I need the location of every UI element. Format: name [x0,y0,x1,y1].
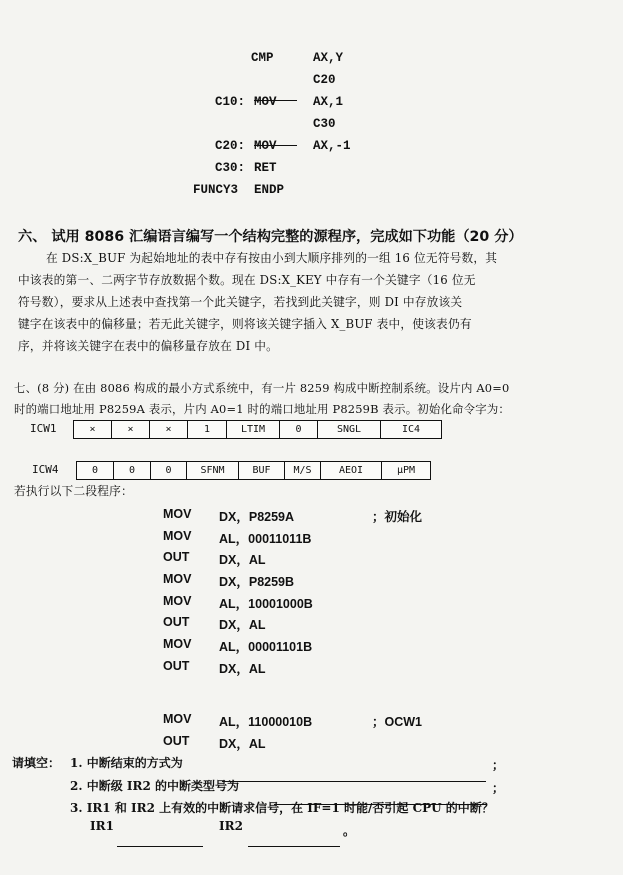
section-6-line: 在 DS:X_BUF 为起始地址的表中存有按由小到大顺序排列的一组 16 位无符号数，其 [46,251,498,265]
icw4-bit-cell: BUF [239,462,285,479]
icw1-bit-cell: LTIM [227,421,280,438]
ir-period: 。 [343,824,356,838]
prog-op: MOV [163,507,192,521]
prog-args: AL，11000010B [219,715,313,729]
prog-op: OUT [163,734,190,748]
prog-args: AL，10001000B [219,597,313,611]
icw1-bit-cell: × [112,421,150,438]
section-7-intro-line: 七、(8 分) 在由 8086 构成的最小方式系统中，有一片 8259 构成中断控制系统。设片内 A0=0 [14,381,510,395]
prog-op: MOV [163,529,192,543]
fill-label: 请填空： [12,756,61,770]
icw1-bit-cell: × [150,421,188,438]
prog-op: OUT [163,659,190,673]
prog-op: MOV [163,637,192,651]
prog-args: DX，AL [219,737,266,751]
prog-args: DX，AL [219,662,266,676]
ir1-label: IR1 [90,819,114,833]
prog-op: MOV [163,572,192,586]
code-label: C20: [215,139,246,153]
question-3: 3. IR1 和 IR2 上有效的中断请求信号，在 IF=1 时能/否引起 CPU 的中断？ [70,801,494,815]
icw4-bit-cell: M/S [285,462,321,479]
question-2: 2. 中断级 IR2 的中断类型号为 [70,779,239,793]
code-arg: AX,-1 [313,139,351,153]
section-7-intro-line: 时的端口地址用 P8259A 表示，片内 A0=1 时的端口地址用 P8259B 表示。初始化命令字为： [14,402,511,416]
icw1-bit-cell: × [74,421,112,438]
prog-op: MOV [163,594,192,608]
section-6-line: 序，并将该关键字在表中的偏移量存放在 DI 中。 [18,339,278,353]
icw4-label: ICW4 [32,463,59,476]
icw1-bit-cell: 0 [280,421,318,438]
code-arg: C30 [313,117,336,131]
icw4-bit-cell: AEOI [321,462,382,479]
code-label: C10: [215,95,246,109]
question-1: 1. 中断结束的方式为 [70,756,183,770]
icw4-bit-cell: 0 [77,462,114,479]
code-op: CMP [251,51,274,65]
code-arg: AX,Y [313,51,344,65]
icw4-register [76,461,431,480]
prog-args: DX，P8259A [219,510,295,524]
icw1-bit-cell: 1 [188,421,227,438]
prog-args: AL，00001101B [219,640,313,654]
icw1-label: ICW1 [30,422,57,435]
code-op: ENDP [254,183,285,197]
section-6-line: 键字在该表中的偏移量；若无此关键字，则将该关键字插入 X_BUF 表中，使该表仍有 [18,317,472,331]
section-6-line: 中该表的第一、二两字节存放数据个数。现在 DS:X_KEY 中存有一个关键字（16 位无 [18,273,476,287]
code-arg: C20 [313,73,336,87]
prog-args: DX，AL [219,553,266,567]
prog-args: DX，P8259B [219,575,295,589]
prog-op: OUT [163,615,190,629]
answer-1-semicolon: ； [492,758,505,772]
prog-args: DX，AL [219,618,266,632]
icw4-bit-cell: 0 [114,462,151,479]
ir2-answer-blank[interactable] [248,832,340,851]
code-op: RET [254,161,277,175]
icw4-bit-cell: μPM [396,465,416,476]
code-arg: AX,1 [313,95,344,109]
icw4-bit-cell: SFNM [187,462,239,479]
answer-2-semicolon: ； [492,781,505,795]
prog-op: OUT [163,550,190,564]
ir1-answer-blank[interactable] [117,832,203,851]
code-op: MOV [254,139,277,153]
answer-1-blank[interactable] [222,767,486,786]
icw4-bit-cell: 0 [151,462,187,479]
code-op: MOV [254,95,277,109]
icw1-bit-cell: SNGL [318,421,381,438]
prog-comment: ；初始化 [372,510,423,524]
prog-op: MOV [163,712,192,726]
prog-comment: ；OCW1 [372,715,423,729]
program-intro: 若执行以下二段程序： [14,484,133,498]
icw1-bit-cell: IC4 [401,424,421,435]
section-6-line: 符号数），要求从上述表中查找第一个此关键字，若找到此关键字，则 DI 中存放该关 [18,295,463,309]
prog-args: AL，00011011B [219,532,312,546]
ir2-label: IR2 [219,819,243,833]
code-label: C30: [215,161,246,175]
section-6-heading: 六、 试用 8086 汇编语言编写一个结构完整的源程序，完成如下功能（20 分） [18,229,523,245]
code-label: FUNCY3 [193,183,239,197]
icw1-register [73,420,442,439]
